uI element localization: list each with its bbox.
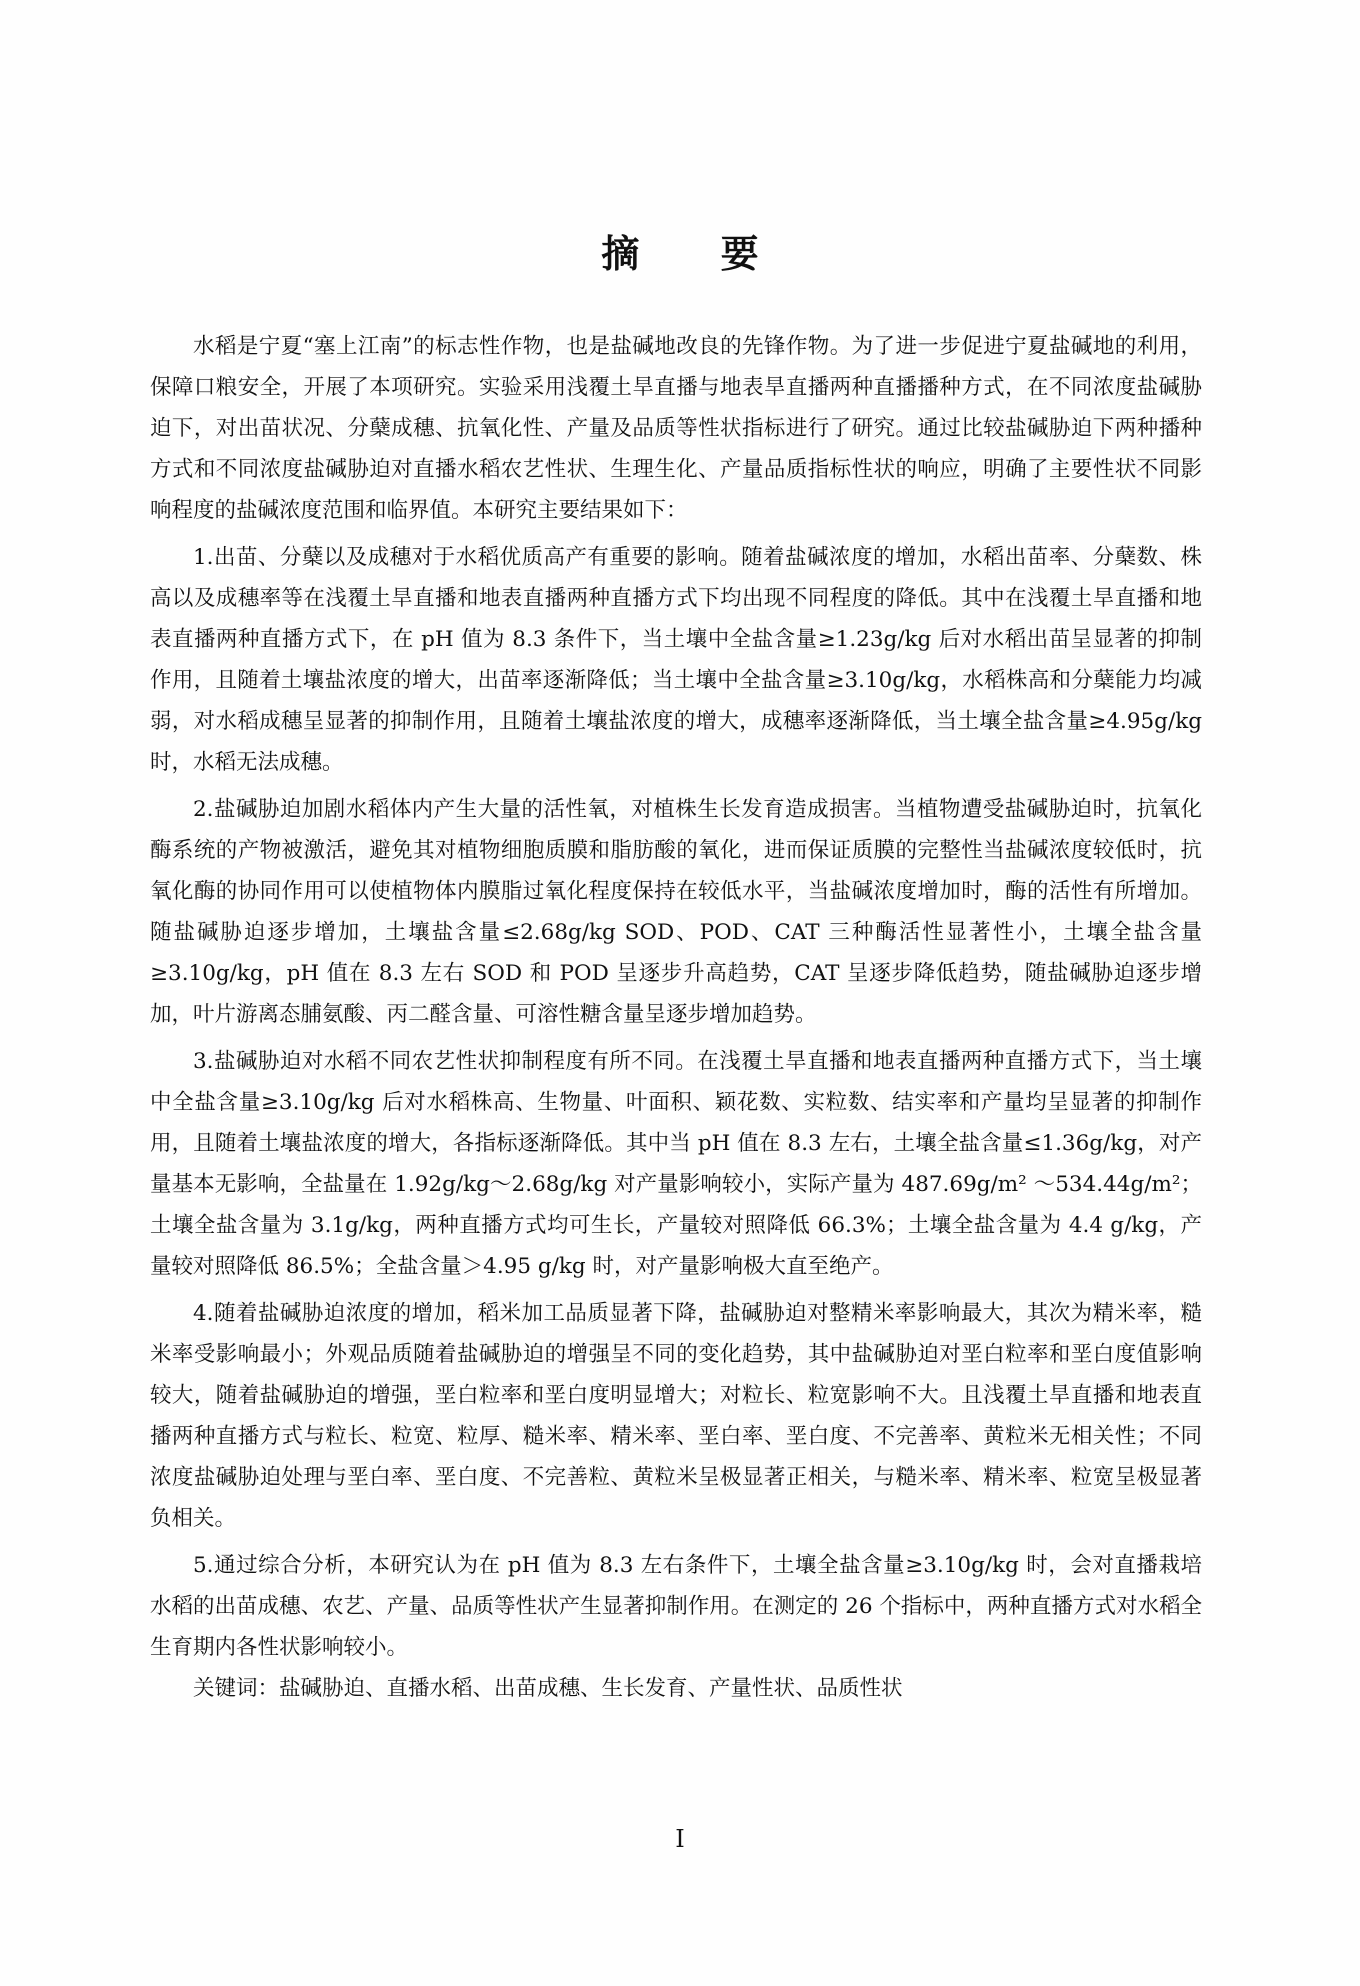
abstract-body bbox=[150, 326, 1202, 1709]
page-number: I bbox=[675, 1825, 685, 1853]
keywords-line: 关键词：盐碱胁迫、直播水稻、出苗成穗、生长发育、产量性状、品质性状 bbox=[193, 1676, 903, 1701]
abstract-paragraph: 水稻是宁夏“塞上江南”的标志性作物，也是盐碱地改良的先锋作物。为了进一步促进宁夏盐碱地的利用，保障口粮安全，开展了本项研究。实验采用浅覆土旱直播与地表旱直播两种直播播种方式，在不同浓度盐碱胁迫下，对出苗状况、分蘖成穗、抗氧化性、产量及品质等性状指标进行了研究。通过比较盐碱胁迫下两种播种方式和不同浓度盐碱胁迫对直播水稻农艺性状、生理生化、产量品质指标性状的响应，明确了主要性状不同影响程度的盐碱浓度范围和临界值。本研究主要结果如下： bbox=[150, 334, 1202, 523]
result-paragraph-1: 1.出苗、分蘖以及成穗对于水稻优质高产有重要的影响。随着盐碱浓度的增加，水稻出苗率、分蘖数、株高以及成穗率等在浅覆土旱直播和地表直播两种直播方式下均出现不同程度的降低。其中在浅覆土旱直播和地表直播两种直播方式下，在 pH 值为 8.3 条件下，当土壤中全盐含量≥1.23g/kg 后对水稻出苗呈显著的抑制作用，且随着土壤盐浓度的增大，出苗率逐渐降低；当土壤中全盐含量≥3.10g/kg，水稻株高和分蘖能力均减弱，对水稻成穗呈显著的抑制作用，且随着土壤盐浓度的增大，成穗率逐渐降低，当土壤全盐含量≥4.95g/kg 时，水稻无法成穗。 bbox=[150, 545, 1202, 775]
result-paragraph-5: 5.通过综合分析，本研究认为在 pH 值为 8.3 左右条件下，土壤全盐含量≥3.10g/kg 时，会对直播栽培水稻的出苗成穗、农艺、产量、品质等性状产生显著抑制作用。在测定的 26 个指标中，两种直播方式对水稻全生育期内各性状影响较小。 bbox=[150, 1553, 1202, 1660]
result-paragraph-4: 4.随着盐碱胁迫浓度的增加，稻米加工品质显著下降，盐碱胁迫对整精米率影响最大，其次为精米率，糙米率受影响最小；外观品质随着盐碱胁迫的增强呈不同的变化趋势，其中盐碱胁迫对垩白粒率和垩白度值影响较大，随着盐碱胁迫的增强，垩白粒率和垩白度明显增大；对粒长、粒宽影响不大。且浅覆土旱直播和地表直播两种直播方式与粒长、粒宽、粒厚、糙米率、精米率、垩白率、垩白度、不完善率、黄粒米无相关性；不同浓度盐碱胁迫处理与垩白率、垩白度、不完善粒、黄粒米呈极显著正相关，与糙米率、精米率、粒宽呈极显著负相关。 bbox=[150, 1301, 1202, 1531]
result-paragraph-2: 2.盐碱胁迫加剧水稻体内产生大量的活性氧，对植株生长发育造成损害。当植物遭受盐碱胁迫时，抗氧化酶系统的产物被激活，避免其对植物细胞质膜和脂肪酸的氧化，进而保证质膜的完整性当盐碱浓度较低时，抗氧化酶的协同作用可以使植物体内膜脂过氧化程度保持在较低水平，当盐碱浓度增加时，酶的活性有所增加。随盐碱胁迫逐步增加，土壤盐含量≤2.68g/kg SOD、POD、CAT 三种酶活性显著性小，土壤全盐含量≥3.10g/kg，pH 值在 8.3 左右 SOD 和 POD 呈逐步升高趋势，CAT 呈逐步降低趋势，随盐碱胁迫逐步增加，叶片游离态脯氨酸、丙二醛含量、可溶性糖含量呈逐步增加趋势。 bbox=[150, 797, 1202, 1027]
page-title: 摘 要 bbox=[601, 231, 793, 276]
result-paragraph-3: 3.盐碱胁迫对水稻不同农艺性状抑制程度有所不同。在浅覆土旱直播和地表直播两种直播方式下，当土壤中全盐含量≥3.10g/kg 后对水稻株高、生物量、叶面积、颖花数、实粒数、结实率和产量均呈显著的抑制作用，且随着土壤盐浓度的增大，各指标逐渐降低。其中当 pH 值在 8.3 左右，土壤全盐含量≤1.36g/kg，对产量基本无影响，全盐量在 1.92g/kg～2.68g/kg 对产量影响较小，实际产量为 487.69g/m² ～534.44g/m²；土壤全盐含量为 3.1g/kg，两种直播方式均可生长，产量较对照降低 66.3%；土壤全盐含量为 4.4 g/kg，产量较对照降低 86.5%；全盐含量＞4.95 g/kg 时，对产量影响极大直至绝产。 bbox=[150, 1049, 1202, 1279]
